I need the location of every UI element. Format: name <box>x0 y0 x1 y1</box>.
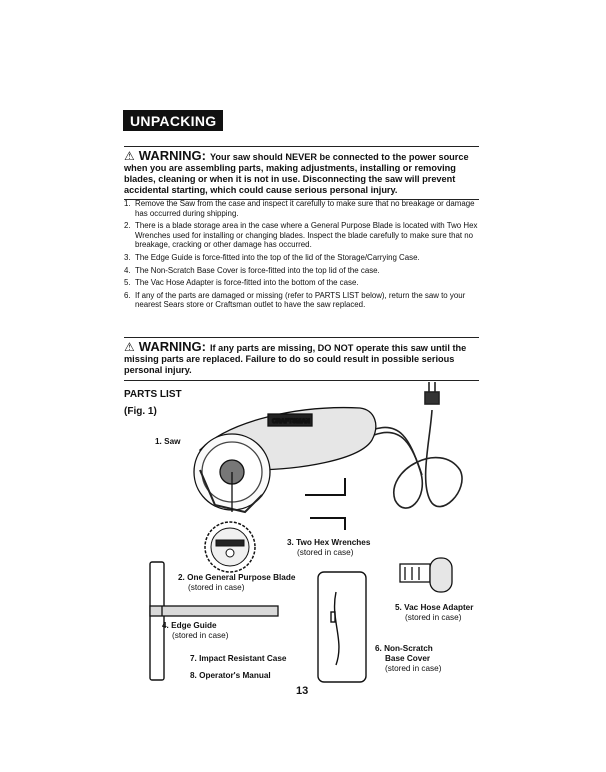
figure-label: (Fig. 1) <box>124 406 157 417</box>
edge-guide-icon <box>150 606 278 616</box>
part-label-manual: 8. Operator's Manual <box>190 671 271 680</box>
step-text: The Edge Guide is force-fitted into the top of the lid of the Storage/Carrying Case. <box>135 252 420 262</box>
part-label-wrenches: 3. Two Hex Wrenches (stored in case) <box>287 538 371 557</box>
power-cord-icon <box>372 382 462 508</box>
step-number: 2. <box>124 221 131 231</box>
step-number: 3. <box>124 252 131 262</box>
part-label-case: 7. Impact Resistant Case <box>190 654 287 663</box>
part-label-saw: 1. Saw <box>155 437 181 446</box>
step-text: The Non-Scratch Base Cover is force-fitted into the top lid of the case. <box>135 265 380 275</box>
warning-text: Your saw should NEVER be connected to the power source when you are assembling parts, making adjustments, installing or removing blades, cleaning or when it is not in use. Disconnecting the saw will prevent accidental starting, which could cause serious personal injury. <box>124 152 469 195</box>
page-number: 13 <box>296 685 309 697</box>
vac-adapter-icon <box>400 558 452 592</box>
parts-list-title: PARTS LIST <box>124 389 182 400</box>
saw-icon <box>194 408 376 512</box>
warning-title: WARNING: <box>138 148 206 163</box>
step-text: There is a blade storage area in the case where a General Purpose Blade is located with Two Hex Wrenches used for installing or changing blades. Inspect the blade carefully to make sure that no breakage, cracking or other damage has occurred. <box>135 221 478 250</box>
step-number: 5. <box>124 278 131 288</box>
warning-triangle-icon: ⚠ <box>124 149 135 163</box>
part-label-base-cover: 6. Non-Scratch Base Cover (stored in case) <box>375 644 442 673</box>
part-label-vac-adapter: 5. Vac Hose Adapter (stored in case) <box>395 603 474 622</box>
step-number: 4. <box>124 265 131 275</box>
step-text: The Vac Hose Adapter is force-fitted into the bottom of the case. <box>135 278 359 288</box>
warning-title: WARNING: <box>138 339 206 354</box>
section-title: UNPACKING <box>123 110 223 131</box>
blade-icon <box>205 522 255 572</box>
warning-text: If any parts are missing, DO NOT operate this saw until the missing parts are replaced. Failure to do so could result in possible serious personal injury. <box>124 343 467 375</box>
step-text: Remove the Saw from the case and inspect it carefully to make sure that no breakage or damage has occurred during shipping. <box>135 199 475 218</box>
hex-wrench-icon <box>305 478 345 530</box>
part-label-blade: 2. One General Purpose Blade (stored in case) <box>178 573 296 592</box>
step-text: If any of the parts are damaged or missing (refer to PARTS LIST below), return the saw to your nearest Sears store or Craftsman outlet to have the saw replaced. <box>135 290 466 310</box>
part-label-edge-guide: 4. Edge Guide (stored in case) <box>162 621 229 640</box>
step-number: 6. <box>124 290 131 300</box>
svg-text:CRAFTSMAN: CRAFTSMAN <box>272 419 310 425</box>
warning-triangle-icon: ⚠ <box>124 340 135 354</box>
step-number: 1. <box>124 199 131 208</box>
